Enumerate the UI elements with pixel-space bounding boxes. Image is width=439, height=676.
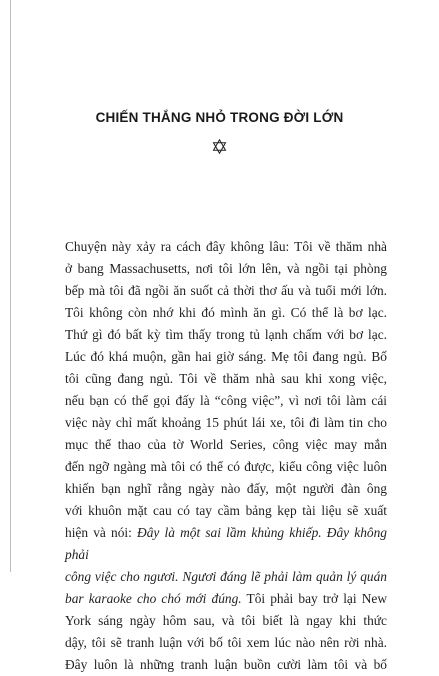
body-line-italic: Đây là một sai lầm khủng khiếp. Đây không phải [65, 525, 387, 562]
body-line: tôi cũng đang ngủ. Tôi về thăm nhà sau khi xong việc, [65, 371, 387, 386]
body-line: với khuôn mặt cau có tay cầm bảng kẹp tài liệu sẽ xuất [65, 503, 387, 518]
body-line-italic: bar karaoke cho chó mới đúng. [65, 591, 242, 606]
body-line: nếu bạn có thể gọi đấy là “công việc”, vì nơi tôi làm cái [65, 393, 387, 408]
body-line: Đây luôn là những tranh luận buồn cười làm tôi và bố [65, 657, 387, 672]
body-line: khiến bạn nghĩ rằng ngày nào đấy, một người đàn ông [65, 481, 387, 496]
star-of-david-icon [0, 139, 439, 154]
body-line: Lúc đó khá muộn, gần hai giờ sáng. Mẹ tôi đang ngủ. Bố [65, 349, 387, 364]
page-gutter-line [10, 0, 11, 572]
star-of-david-icon [212, 139, 227, 154]
chapter-title: CHIẾN THẮNG NHỎ TRONG ĐỜI LỚN [95, 110, 344, 125]
body-line-suffix: Tôi phải bay trở lại New [241, 591, 387, 606]
body-line: việc này chỉ mất khoảng 15 phút lái xe, tôi đi làm tin cho [65, 415, 387, 430]
body-line-mixed [65, 522, 387, 566]
body-line: bếp mà tôi đã ngồi ăn suốt cả thời thơ ấu và tuổi mới lớn. [65, 283, 387, 298]
body-line-mixed [65, 588, 387, 610]
body-line: dậy, tôi sẽ tranh luận với bố tôi xem lúc nào nên rời nhà. [65, 635, 387, 650]
body-line: Tôi không còn nhớ khi đó mình ăn gì. Có thể là bơ lạc. [65, 305, 387, 320]
body-line: Thứ gì đó bất kỳ tìm thấy trong tủ lạnh chấm với bơ lạc. [65, 327, 387, 342]
body-line-prefix: hiện và nói: [65, 525, 138, 540]
body-line: Chuyện này xảy ra cách đây không lâu: Tôi về thăm nhà [65, 239, 387, 254]
body-line-italic: công việc cho ngươi. Ngươi đáng lẽ phải làm quản lý quán [65, 569, 387, 584]
body-line: York sáng ngày hôm sau, và tôi biết là ngay khi thức [65, 613, 387, 628]
chapter-body-paragraph [65, 236, 387, 676]
body-line: đến ngỡ ngàng mà tôi có thể có được, kiểu công việc luôn [65, 459, 387, 474]
body-line: ở bang Massachusetts, nơi tôi lớn lên, và ngồi tại phòng [65, 261, 387, 276]
body-line: mục thể thao của tờ World Series, công việc may mắn [65, 437, 387, 452]
